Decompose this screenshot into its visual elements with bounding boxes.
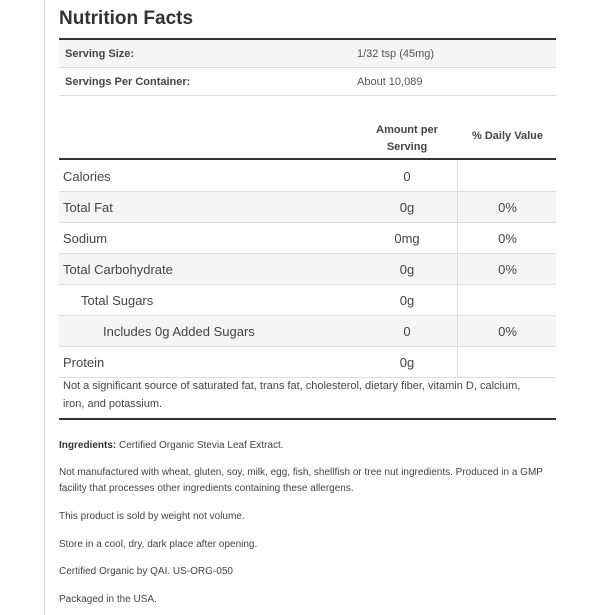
nutrient-name: Calories xyxy=(63,169,111,184)
nutrient-daily-value: 0% xyxy=(498,262,517,277)
table-row xyxy=(59,192,556,223)
column-divider xyxy=(457,316,458,346)
amount-per-serving-header xyxy=(357,122,457,156)
weight-note: This product is sold by weight not volume. xyxy=(59,511,245,522)
allergen-note: Not manufactured with wheat, gluten, soy, milk, egg, fish, shellfish or tree nut ingredients. Produced in a GMP facility that processes other ingredients containing these allergens. xyxy=(59,467,543,494)
ingredients-text: Certified Organic Stevia Leaf Extract. xyxy=(116,440,284,451)
servings-per-container-label: Servings Per Container: xyxy=(65,76,191,88)
footnote-text: Not a significant source of saturated fat, trans fat, cholesterol, dietary fiber, vitamin D, calcium, iron, and potassium. xyxy=(63,380,521,410)
nutrient-amount: 0mg xyxy=(394,231,420,246)
daily-value-header: % Daily Value xyxy=(472,130,543,142)
nutrient-name: Total Carbohydrate xyxy=(63,262,173,277)
nutrient-name: Total Sugars xyxy=(81,293,154,308)
nutrition-table-header xyxy=(59,116,556,160)
page-title: Nutrition Facts xyxy=(59,8,194,29)
certification-note: Certified Organic by QAI. US-ORG-050 xyxy=(59,566,233,577)
nutrient-name: Sodium xyxy=(63,231,108,246)
table-row xyxy=(59,161,556,192)
ingredients-label: Ingredients: xyxy=(59,440,117,451)
nutrient-amount: 0g xyxy=(399,200,415,215)
page-left-border xyxy=(44,0,45,615)
nutrient-amount: 0 xyxy=(403,324,411,339)
storage-note: Store in a cool, dry, dark place after opening. xyxy=(59,539,258,550)
column-divider xyxy=(457,254,458,284)
column-divider xyxy=(457,192,458,222)
column-divider xyxy=(457,223,458,253)
serving-info-table xyxy=(59,38,556,96)
table-row xyxy=(59,254,556,285)
amount-header-line1: Amount per xyxy=(376,124,438,136)
nutrient-daily-value: 0% xyxy=(498,231,517,246)
nutrient-amount: 0 xyxy=(403,169,411,184)
column-divider xyxy=(457,285,458,315)
ingredients-line xyxy=(59,438,556,454)
nutrient-amount: 0g xyxy=(399,293,415,308)
servings-per-container-value: About 10,089 xyxy=(357,76,423,88)
nutrient-amount: 0g xyxy=(399,262,415,277)
nutrient-name: Protein xyxy=(63,355,105,370)
nutrition-footnote xyxy=(59,372,556,420)
table-row xyxy=(59,285,556,316)
nutrient-amount: 0g xyxy=(399,355,415,370)
column-divider xyxy=(457,161,458,191)
nutrient-daily-value: 0% xyxy=(498,200,517,215)
serving-size-label: Serving Size: xyxy=(65,48,135,60)
amount-header-line2: Serving xyxy=(386,141,428,153)
servings-per-container-row xyxy=(59,68,556,95)
origin-note: Packaged in the USA. xyxy=(59,594,157,605)
nutrient-name: Total Fat xyxy=(63,200,113,215)
serving-size-value: 1/32 tsp (45mg) xyxy=(357,48,435,60)
nutrient-name: Includes 0g Added Sugars xyxy=(103,324,255,339)
nutrition-table xyxy=(59,161,556,378)
serving-size-row xyxy=(59,40,556,68)
table-row xyxy=(59,223,556,254)
table-row xyxy=(59,316,556,347)
nutrient-daily-value: 0% xyxy=(498,324,517,339)
